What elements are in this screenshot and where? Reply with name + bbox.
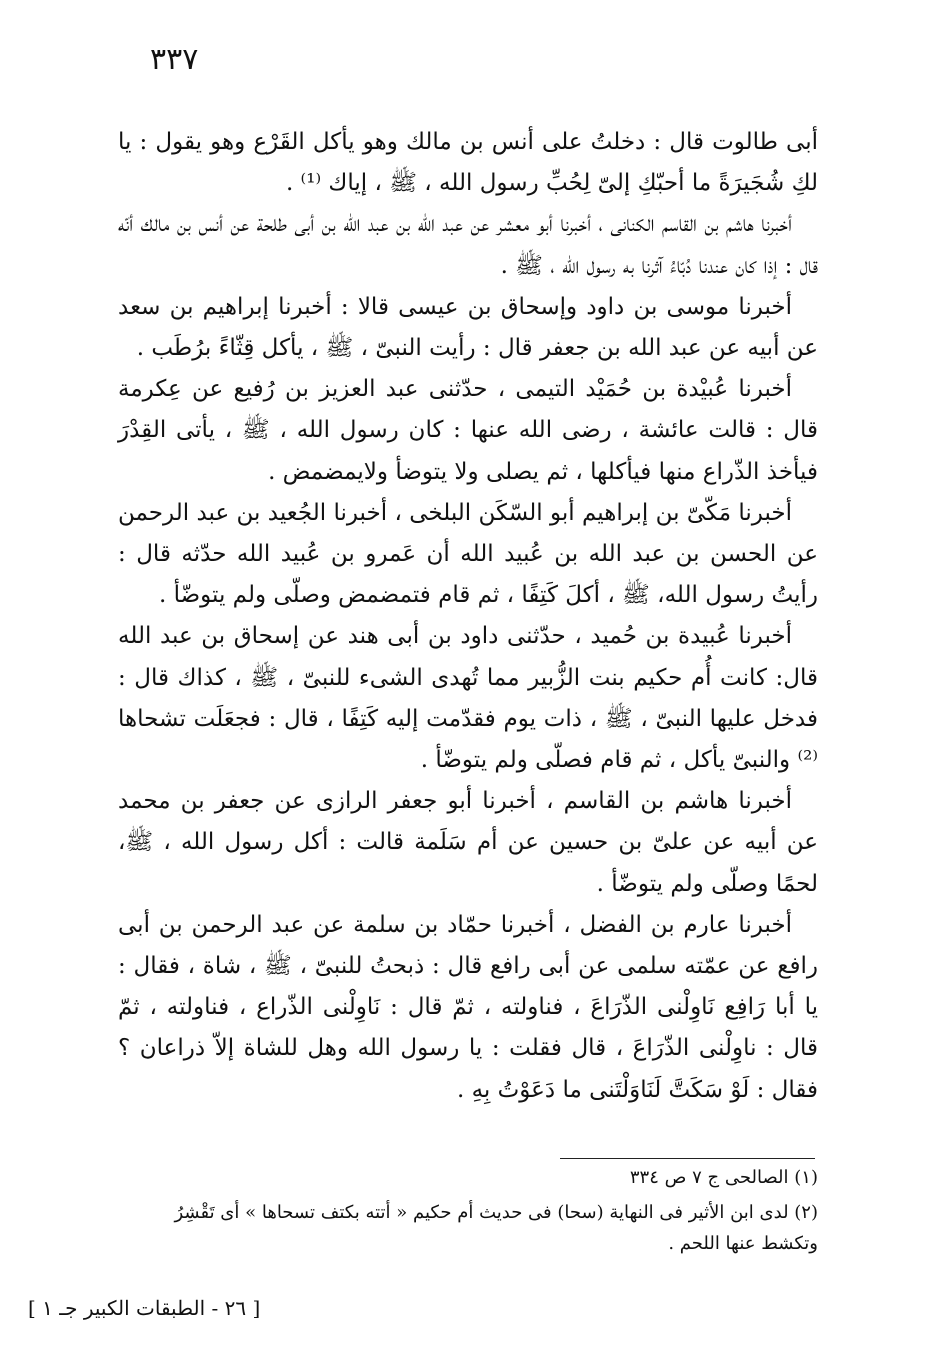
paragraph-1: أبى طالوت قال : دخلتُ على أنس بن مالك وهو يأكل القَرْع وهو يقول : يا لكِ شُجَيرَةً ما أحبّكِ إلىّ لِحُبِّ رسول الله ، ﷺ ، إياك ⁽¹⁾ . (118, 129, 818, 197)
paragraph-6: أخبرنا عُبيدة بن حُميد ، حدّثنى داود بن أبى هند عن إسحاق بن عبد الله قال: كانت أُم حكيم بنت الزُّبير مما تُهدى الشىء للنبىّ ، ﷺ ، كذاك قال : فدخل عليها النبىّ ، ﷺ ، ذات يوم فقدّمت إليه كَتِفًا ، قال : فجعَلَت تشحاها ⁽²⁾ والنبىّ يأكل ، ثم قام فصلّى ولم يتوضّأ . (118, 623, 818, 774)
paragraph-5: أخبرنا مَكّىّ بن إبراهيم أبو السّكَن البلخى ، أخبرنا الجُعيد بن عبد الرحمن عن الحسن بن عبد الله بن عُبيد الله أن عَمرو بن عُبيد الله حدّثه قال : رأيتُ رسول الله، ﷺ ، أكلَ كَتِفًا ، ثم قام فتمضمض وصلّى ولم يتوضّأ . (118, 499, 818, 609)
page-number: ٣٣٧ (150, 42, 199, 77)
footnotes (118, 1162, 818, 1259)
main-text (118, 122, 818, 1111)
page-footer: [ ٢٦ - الطبقات الكبير جـ ١ ] (28, 1296, 261, 1320)
paragraph-4: أخبرنا عُبيْدة بن حُمَيْد التيمى ، حدّثنى عبد العزيز بن رُفيع عن عِكرمة قال : قالت عائشة ، رضى الله عنها : كان رسول الله ، ﷺ ، يأتى القِدْرَ فيأخذ الذّراع منها فيأكلها ، ثم يصلى ولا يتوضأ ولايمضمض . (118, 376, 818, 485)
paragraph-3: أخبرنا موسى بن داود وإسحاق بن عيسى قالا : أخبرنا إبراهيم بن سعد عن أبيه عن عبد الله بن جعفر قال : رأيت النبىّ ، ﷺ ، يأكل قِثّاءً برُطَب . (118, 293, 818, 362)
footnote-2: (٢) لدى ابن الأثير فى النهاية (سحا) فى حديث أم حكيم « أتته بكتف تسحاها » أى تَقْشِرُ وتكشط عنها اللحم . (174, 1202, 818, 1254)
footnote-1: (١) الصالحى ج ٧ ص ٣٣٤ (629, 1167, 818, 1188)
paragraph-7: أخبرنا هاشم بن القاسم ، أخبرنا أبو جعفر الرازى عن جعفر بن محمد عن أبيه عن علىّ بن حسين عن أم سَلَمة قالت : أكل رسول الله ، ﷺ، لحمًا وصلّى ولم يتوضّأ . (118, 788, 818, 897)
footnote-divider (560, 1158, 815, 1159)
paragraph-8: أخبرنا عارم بن الفضل ، أخبرنا حمّاد بن سلمة عن عبد الرحمن بن أبى رافع عن عمّته سلمى عن أبى رافع قال : ذبحتُ للنبىّ ، ﷺ ، شاة ، فقال : يا أبا رَافِع نَاوِلْنى الذّرَاعَ ، فناولته ، ثمّ قال : نَاوِلْنى الذّراع ، فناولته ، ثمّ قال : ناوِلْنى الذّرَاعَ ، قال فقلت : يا رسول الله وهل للشاة إلاّ ذراعان ؟ فقال : لَوْ سَكَتَّ لَنَاوَلْتَنى ما دَعَوْتُ بِهِ . (118, 911, 818, 1103)
paragraph-2: أخبرنا هاشم بن القاسم الكنانى ، أخبرنا أبو معشر عن عبد الله بن عبد الله بن أبى طلحة عن أنس بن مالك أنّه قال : إذا كان عندنا دُبّاءُ آثرنا به رسول الله ، ﷺ . (118, 211, 818, 279)
